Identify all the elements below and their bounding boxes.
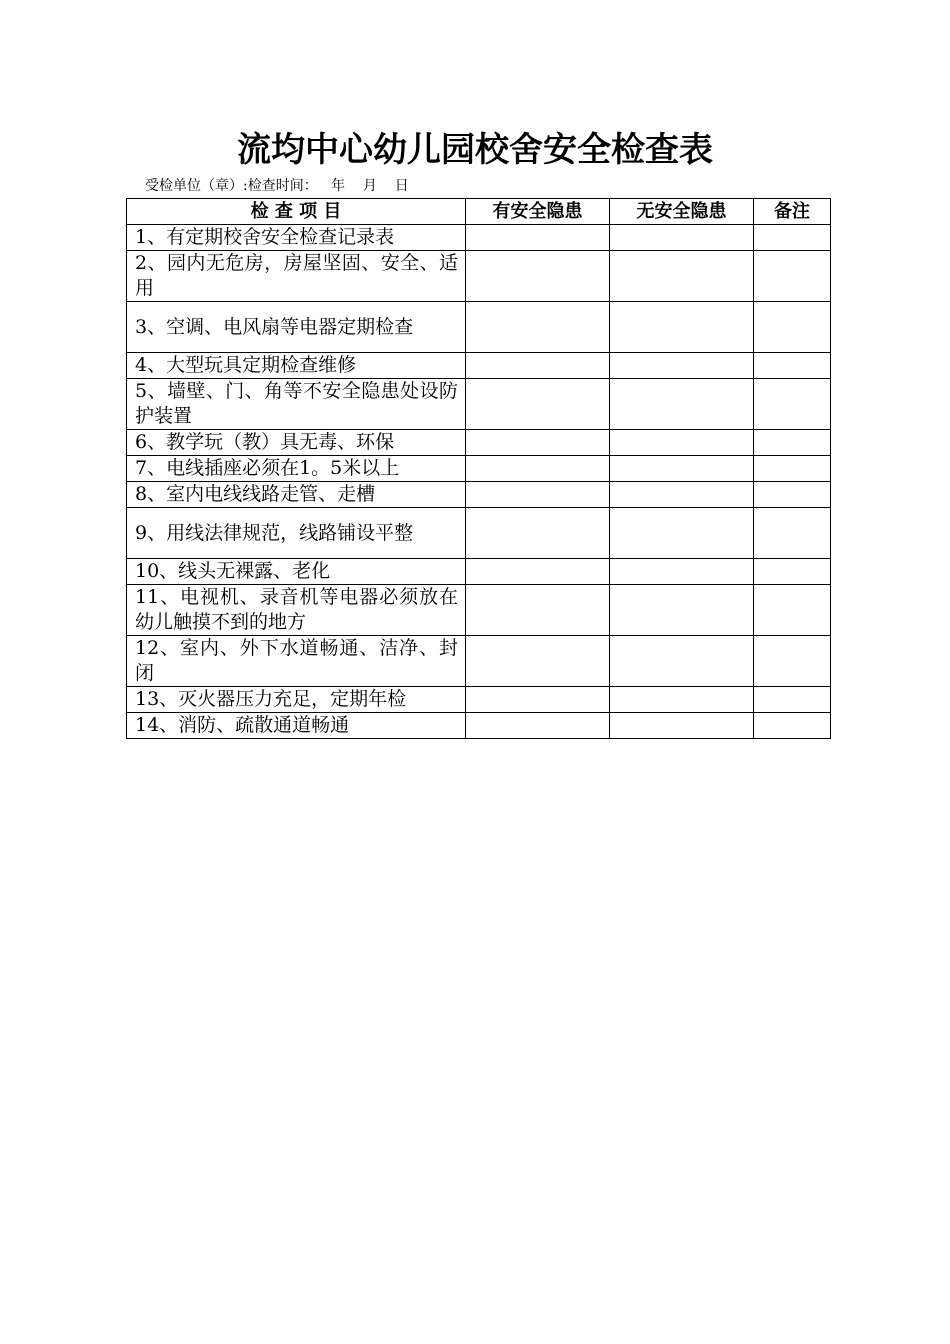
inspection-item: 6、教学玩（教）具无毒、环保 xyxy=(127,430,466,456)
table-row xyxy=(127,559,831,585)
no-hazard-cell[interactable] xyxy=(610,225,754,251)
no-hazard-cell[interactable] xyxy=(610,456,754,482)
no-hazard-cell[interactable] xyxy=(610,302,754,353)
inspection-item: 12、室内、外下水道畅通、洁净、封闭 xyxy=(127,636,466,687)
remarks-cell[interactable] xyxy=(754,353,831,379)
remarks-cell[interactable] xyxy=(754,482,831,508)
inspection-item: 5、墙壁、门、角等不安全隐患处设防护装置 xyxy=(127,379,466,430)
remarks-cell[interactable] xyxy=(754,636,831,687)
has-hazard-cell[interactable] xyxy=(466,508,610,559)
remarks-cell[interactable] xyxy=(754,508,831,559)
no-hazard-cell[interactable] xyxy=(610,585,754,636)
table-row xyxy=(127,353,831,379)
inspection-item: 13、灭火器压力充足，定期年检 xyxy=(127,687,466,713)
page-title: 流均中心幼儿园校舍安全检查表 xyxy=(237,130,713,170)
no-hazard-cell[interactable] xyxy=(610,430,754,456)
has-hazard-cell[interactable] xyxy=(466,482,610,508)
day-label: 日 xyxy=(394,178,409,194)
year-label: 年 xyxy=(331,178,346,194)
no-hazard-cell[interactable] xyxy=(610,482,754,508)
table-row xyxy=(127,687,831,713)
table-row xyxy=(127,636,831,687)
has-hazard-cell[interactable] xyxy=(466,353,610,379)
inspection-item: 10、线头无裸露、老化 xyxy=(127,559,466,585)
no-hazard-cell[interactable] xyxy=(610,636,754,687)
header-has-hazard: 有安全隐患 xyxy=(466,199,610,225)
inspection-time-label: 检查时间： xyxy=(247,178,318,194)
inspection-table xyxy=(126,198,831,739)
inspection-item: 14、消防、疏散通道畅通 xyxy=(127,713,466,739)
has-hazard-cell[interactable] xyxy=(466,225,610,251)
table-row xyxy=(127,251,831,302)
table-row xyxy=(127,302,831,353)
remarks-cell[interactable] xyxy=(754,559,831,585)
no-hazard-cell[interactable] xyxy=(610,713,754,739)
inspected-unit-label: 受检单位（章）: xyxy=(145,178,248,194)
has-hazard-cell[interactable] xyxy=(466,456,610,482)
remarks-cell[interactable] xyxy=(754,302,831,353)
no-hazard-cell[interactable] xyxy=(610,353,754,379)
has-hazard-cell[interactable] xyxy=(466,713,610,739)
table-row xyxy=(127,430,831,456)
inspection-item: 1、有定期校舍安全检查记录表 xyxy=(127,225,466,251)
no-hazard-cell[interactable] xyxy=(610,687,754,713)
remarks-cell[interactable] xyxy=(754,225,831,251)
inspection-info-line xyxy=(145,175,409,197)
has-hazard-cell[interactable] xyxy=(466,379,610,430)
inspection-item: 2、园内无危房，房屋坚固、安全、适用 xyxy=(127,251,466,302)
table-row xyxy=(127,482,831,508)
month-label: 月 xyxy=(362,178,377,194)
table-row xyxy=(127,379,831,430)
has-hazard-cell[interactable] xyxy=(466,430,610,456)
inspection-item: 4、大型玩具定期检查维修 xyxy=(127,353,466,379)
has-hazard-cell[interactable] xyxy=(466,687,610,713)
has-hazard-cell[interactable] xyxy=(466,251,610,302)
has-hazard-cell[interactable] xyxy=(466,585,610,636)
no-hazard-cell[interactable] xyxy=(610,559,754,585)
remarks-cell[interactable] xyxy=(754,687,831,713)
header-no-hazard: 无安全隐患 xyxy=(610,199,754,225)
has-hazard-cell[interactable] xyxy=(466,302,610,353)
remarks-cell[interactable] xyxy=(754,585,831,636)
remarks-cell[interactable] xyxy=(754,430,831,456)
header-remarks: 备注 xyxy=(754,199,831,225)
remarks-cell[interactable] xyxy=(754,713,831,739)
table-row xyxy=(127,585,831,636)
table-row xyxy=(127,508,831,559)
remarks-cell[interactable] xyxy=(754,251,831,302)
inspection-item: 8、室内电线线路走管、走槽 xyxy=(127,482,466,508)
table-header-row xyxy=(127,199,831,225)
remarks-cell[interactable] xyxy=(754,379,831,430)
has-hazard-cell[interactable] xyxy=(466,636,610,687)
inspection-item: 9、用线法律规范，线路铺设平整 xyxy=(127,508,466,559)
no-hazard-cell[interactable] xyxy=(610,508,754,559)
inspection-item: 11、电视机、录音机等电器必须放在幼儿触摸不到的地方 xyxy=(127,585,466,636)
remarks-cell[interactable] xyxy=(754,456,831,482)
inspection-item: 7、电线插座必须在1。5米以上 xyxy=(127,456,466,482)
table-row xyxy=(127,456,831,482)
inspection-item: 3、空调、电风扇等电器定期检查 xyxy=(127,302,466,353)
header-inspection-item: 检 查 项 目 xyxy=(127,199,466,225)
table-row xyxy=(127,713,831,739)
has-hazard-cell[interactable] xyxy=(466,559,610,585)
no-hazard-cell[interactable] xyxy=(610,379,754,430)
table-row xyxy=(127,225,831,251)
no-hazard-cell[interactable] xyxy=(610,251,754,302)
